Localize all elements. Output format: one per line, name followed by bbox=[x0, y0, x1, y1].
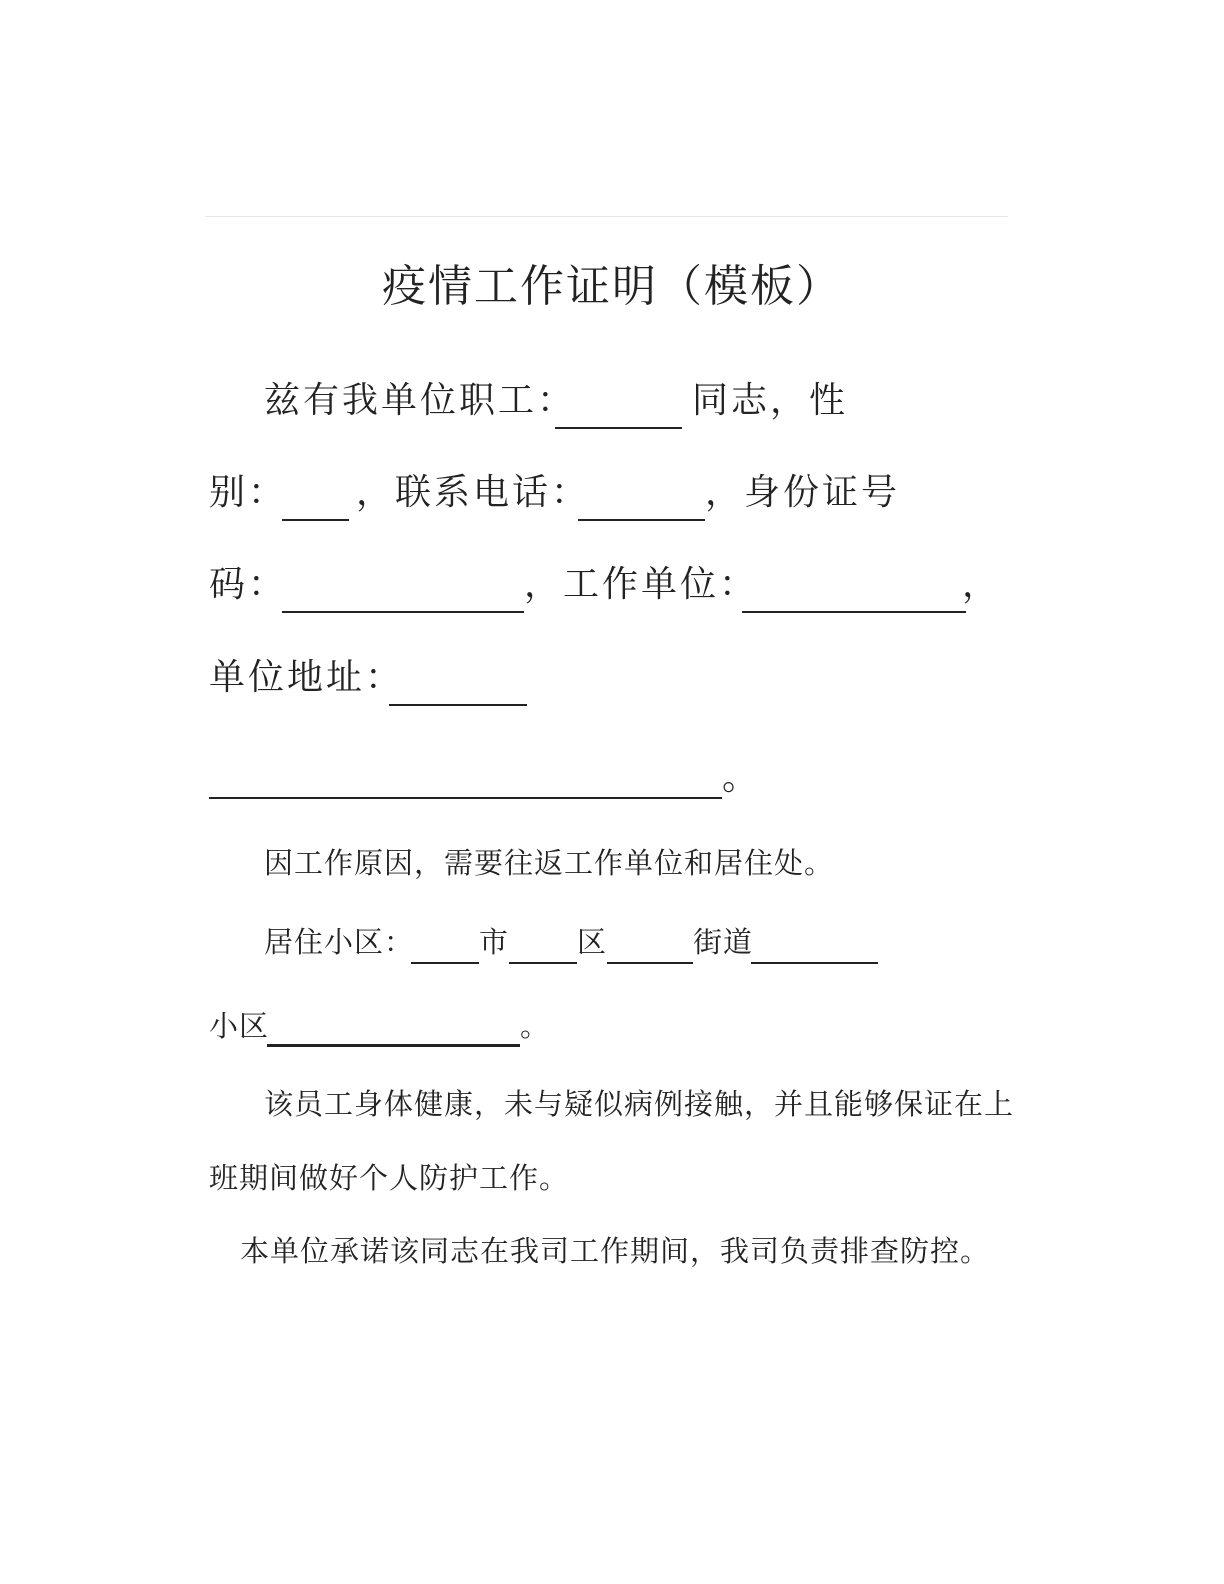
residence-label: 居住小区： bbox=[264, 925, 415, 959]
line3-id-label: 码： bbox=[209, 564, 288, 605]
community-label: 小区 bbox=[209, 1009, 270, 1043]
community-name-blank[interactable] bbox=[267, 1044, 520, 1047]
id-number-blank[interactable] bbox=[282, 611, 524, 613]
line3-comma: ， bbox=[962, 564, 1002, 605]
city-label: 市 bbox=[479, 925, 510, 959]
address-blank-2[interactable] bbox=[209, 797, 722, 799]
district-blank[interactable] bbox=[509, 962, 577, 964]
district-label: 区 bbox=[577, 925, 608, 959]
reason-paragraph: 因工作原因，需要往返工作单位和居住处。 bbox=[264, 846, 835, 880]
line1-suffix: 同志，性 bbox=[692, 380, 849, 421]
gender-blank[interactable] bbox=[282, 519, 349, 521]
street-blank[interactable] bbox=[607, 962, 693, 964]
workplace-blank[interactable] bbox=[742, 611, 966, 613]
line2-id-label: ，身份证号 bbox=[705, 472, 901, 513]
line2-gender-label: 别： bbox=[209, 472, 288, 513]
line5-period: 。 bbox=[722, 757, 762, 798]
line4-address-label: 单位地址： bbox=[209, 657, 405, 698]
commitment-paragraph: 本单位承诺该同志在我司工作期间，我司负责排查防控。 bbox=[240, 1234, 991, 1268]
phone-blank[interactable] bbox=[578, 519, 705, 521]
line3-workplace-label: ，工作单位： bbox=[524, 564, 759, 605]
health-paragraph-line2: 班期间做好个人防护工作。 bbox=[209, 1161, 570, 1195]
document-title: 疫情工作证明（模板） bbox=[382, 261, 842, 312]
line2-phone-label: ，联系电话： bbox=[356, 472, 591, 513]
address-blank-1[interactable] bbox=[389, 704, 527, 706]
community-blank[interactable] bbox=[751, 962, 878, 964]
community-period: 。 bbox=[520, 1009, 551, 1043]
health-paragraph-line1: 该员工身体健康，未与疑似病例接触，并且能够保证在上 bbox=[264, 1087, 1015, 1121]
street-label: 街道 bbox=[693, 925, 754, 959]
line1-prefix: 兹有我单位职工： bbox=[264, 380, 577, 421]
header-divider bbox=[205, 216, 1008, 217]
city-blank[interactable] bbox=[411, 962, 479, 964]
employee-name-blank[interactable] bbox=[555, 427, 682, 429]
